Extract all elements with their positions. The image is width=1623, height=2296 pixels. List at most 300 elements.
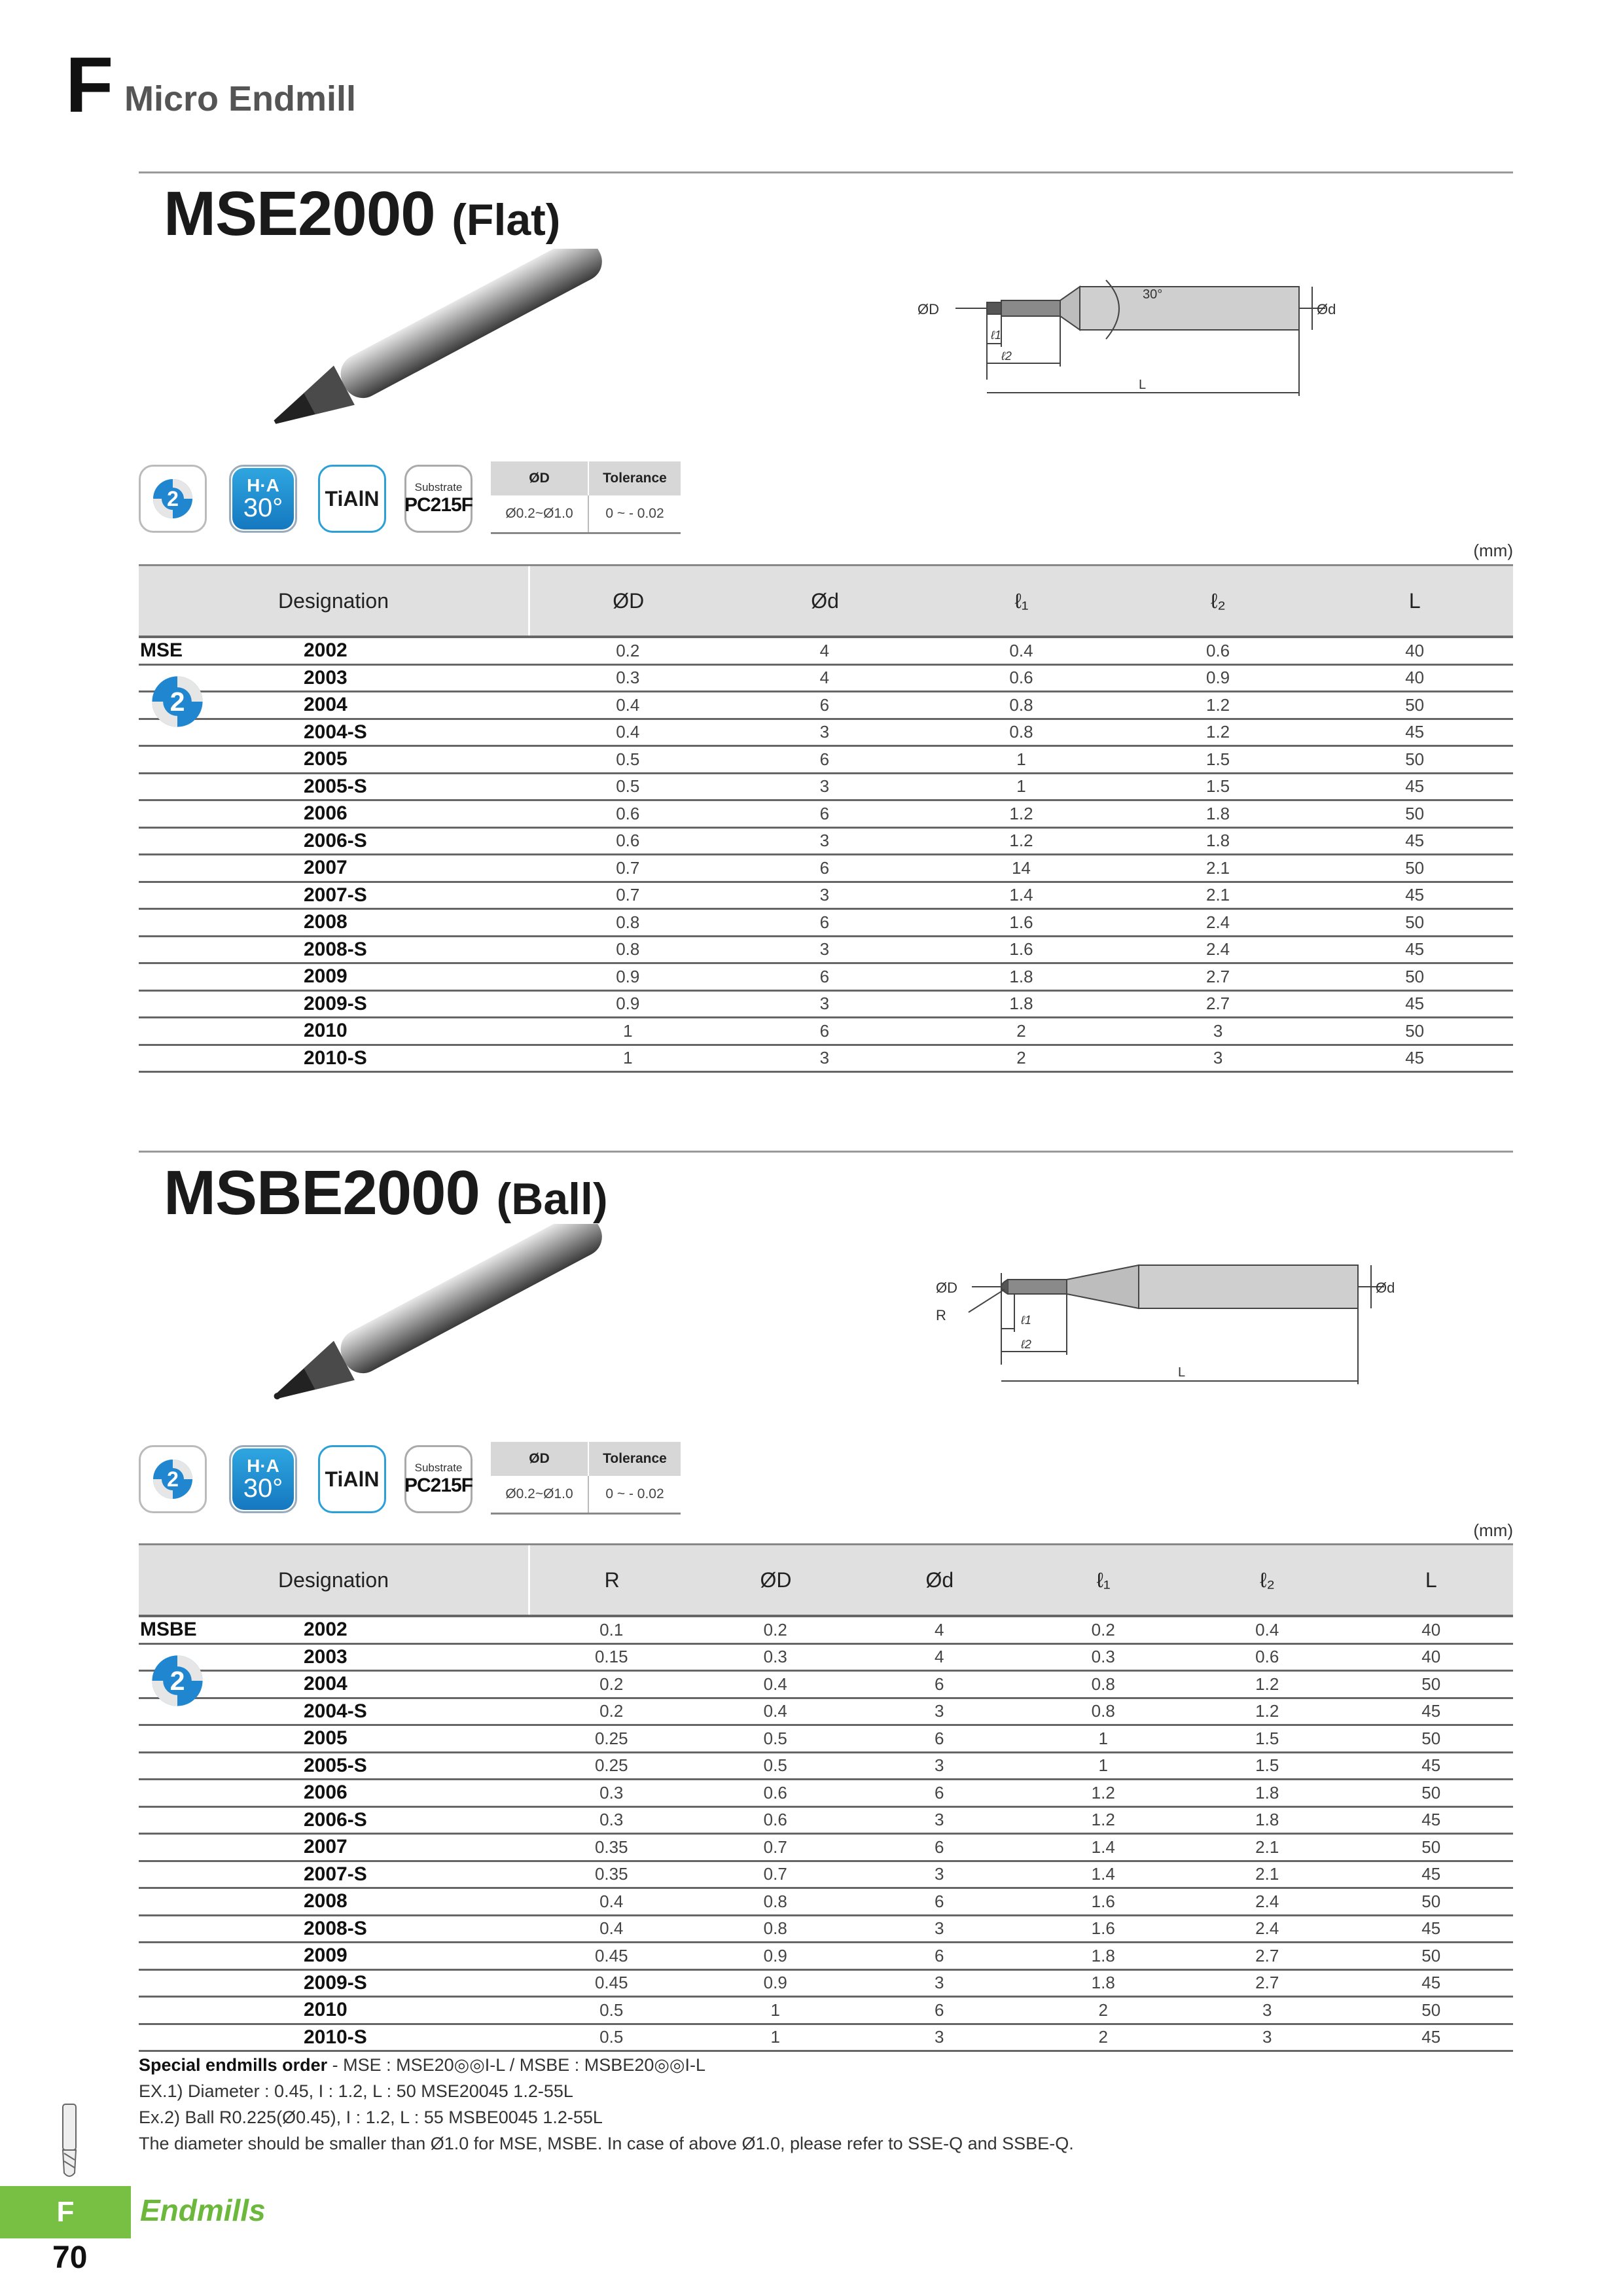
designation-code: 2006 xyxy=(304,1782,348,1804)
table-cell: 3 xyxy=(935,1810,944,1830)
table-cell: 1.4 xyxy=(1091,1864,1115,1884)
table-header xyxy=(139,1543,1513,1617)
spec-header: ØD xyxy=(491,1442,588,1476)
table-cell: 3 xyxy=(1262,2027,1272,2047)
product-name: MSE2000 xyxy=(164,179,435,249)
series-code xyxy=(139,910,291,935)
table-cell: 0.4 xyxy=(616,722,640,742)
table-cell: 3 xyxy=(935,1918,944,1939)
series-code xyxy=(139,2025,291,2051)
series-code xyxy=(139,1046,291,1071)
table-cell: 2.1 xyxy=(1206,885,1230,905)
table-cell: 50 xyxy=(1421,1945,1441,1965)
unit-label: (mm) xyxy=(1473,541,1513,560)
product-name: MSBE2000 xyxy=(164,1158,480,1228)
designation-code: 2009-S xyxy=(304,1971,367,1994)
designation-code: 2003 xyxy=(304,666,348,689)
table-cell: 2 xyxy=(1098,2000,1108,2020)
table-cell: 0.3 xyxy=(763,1647,787,1667)
designation-code: 2009 xyxy=(304,1945,348,1967)
table-cell: 0.1 xyxy=(599,1619,624,1640)
table-cell: 1.2 xyxy=(1091,1810,1115,1830)
table-cell: 0.7 xyxy=(763,1864,787,1884)
table-cell: 0.6 xyxy=(763,1782,787,1803)
table-cell: 1.5 xyxy=(1255,1755,1279,1776)
drawing-l1-label: ℓ1 xyxy=(991,329,1001,342)
series-code: MSE xyxy=(140,639,183,662)
series-code xyxy=(139,855,291,881)
designation-code: 2005-S xyxy=(304,1754,367,1776)
table-cell: 1.8 xyxy=(1091,1973,1115,1993)
table-cell: 40 xyxy=(1405,640,1425,660)
table-cell: 2.1 xyxy=(1255,1837,1279,1857)
table-cell: 0.35 xyxy=(594,1864,628,1884)
table-row xyxy=(139,692,1513,720)
table-cell: 0.35 xyxy=(594,1837,628,1857)
table-cell: 0.6 xyxy=(1009,668,1033,688)
notes-lead: Special endmills order xyxy=(139,2055,328,2075)
table-cell: 45 xyxy=(1421,1701,1441,1721)
flute-badge xyxy=(139,465,207,533)
table-cell: 0.6 xyxy=(616,803,640,823)
svg-text:2: 2 xyxy=(169,1666,185,1696)
table-cell: 1.8 xyxy=(1206,831,1230,851)
table-body xyxy=(139,1617,1513,2052)
table-cell: 1 xyxy=(1098,1755,1108,1776)
column-header: ØD xyxy=(613,588,645,613)
table-cell: 0.15 xyxy=(594,1647,628,1667)
tolerance-table xyxy=(491,461,681,534)
table-cell: 2.7 xyxy=(1255,1973,1279,1993)
divider xyxy=(139,1151,1513,1153)
column-header: R xyxy=(604,1568,620,1592)
table-cell: 50 xyxy=(1405,803,1425,823)
table-cell: 0.6 xyxy=(1255,1647,1279,1667)
table-cell: 3 xyxy=(819,994,830,1014)
table-cell: 0.3 xyxy=(616,668,640,688)
table-cell: 1.8 xyxy=(1009,966,1033,986)
series-code xyxy=(139,1889,291,1914)
table-row xyxy=(139,1672,1513,1699)
table-cell: 2.7 xyxy=(1206,994,1230,1014)
table-row xyxy=(139,720,1513,747)
substrate-badge xyxy=(404,465,473,533)
drawing-angle-label: 30° xyxy=(1143,287,1163,302)
table-cell: 1.2 xyxy=(1206,722,1230,742)
series-code xyxy=(139,1018,291,1044)
dimension-drawing-flat xyxy=(910,262,1407,412)
table-cell: 6 xyxy=(935,1945,944,1965)
table-cell: 1.2 xyxy=(1009,831,1033,851)
table-row xyxy=(139,1998,1513,2025)
table-cell: 3 xyxy=(819,885,830,905)
table-cell: 6 xyxy=(819,803,830,823)
table-cell: 2.1 xyxy=(1255,1864,1279,1884)
table-cell: 2.1 xyxy=(1206,857,1230,878)
helix-angle: 30° xyxy=(243,493,283,522)
drawing-length-label: L xyxy=(1178,1365,1186,1380)
table-row xyxy=(139,855,1513,883)
series-code xyxy=(139,1862,291,1888)
table-cell: 50 xyxy=(1421,1782,1441,1803)
drawing-l1-label: ℓ1 xyxy=(1021,1314,1031,1327)
designation-code: 2008 xyxy=(304,1890,348,1912)
drawing-l2-label: ℓ2 xyxy=(1001,350,1012,363)
designation-code: 2010-S xyxy=(304,2026,367,2048)
drawing-length-label: L xyxy=(1139,378,1147,392)
designation-code: 2005-S xyxy=(304,775,367,797)
table-cell: 4 xyxy=(819,668,830,688)
table-cell: 2 xyxy=(1016,1020,1026,1041)
series-code xyxy=(139,883,291,908)
column-header: Ød xyxy=(811,588,839,613)
table-cell: 0.8 xyxy=(1091,1701,1115,1721)
table-row xyxy=(139,1835,1513,1862)
table-row xyxy=(139,964,1513,992)
column-header: ℓ₂ xyxy=(1260,1568,1275,1592)
table-cell: 1.4 xyxy=(1091,1837,1115,1857)
table-row xyxy=(139,1018,1513,1046)
designation-code: 2010 xyxy=(304,1020,348,1042)
table-cell: 50 xyxy=(1421,1674,1441,1694)
svg-text:2: 2 xyxy=(167,1467,179,1491)
helix-angle: 30° xyxy=(243,1474,283,1503)
table-cell: 2.7 xyxy=(1206,966,1230,986)
column-header: L xyxy=(1425,1568,1437,1592)
table-cell: 3 xyxy=(819,939,830,960)
table-cell: 0.9 xyxy=(616,966,640,986)
table-cell: 1.6 xyxy=(1091,1918,1115,1939)
series-code xyxy=(139,774,291,800)
table-cell: 0.2 xyxy=(599,1701,624,1721)
table-cell: 0.4 xyxy=(616,694,640,715)
designation-code: 2007-S xyxy=(304,1863,367,1885)
table-cell: 0.45 xyxy=(594,1973,628,1993)
table-cell: 0.8 xyxy=(616,939,640,960)
table-cell: 3 xyxy=(1262,2000,1272,2020)
table-row xyxy=(139,1971,1513,1998)
table-row xyxy=(139,2025,1513,2053)
table-cell: 0.2 xyxy=(1091,1619,1115,1640)
table-cell: 0.3 xyxy=(599,1782,624,1803)
table-cell: 1.2 xyxy=(1255,1674,1279,1694)
table-row xyxy=(139,1699,1513,1727)
table-cell: 6 xyxy=(935,1837,944,1857)
table-cell: 45 xyxy=(1421,1918,1441,1939)
table-cell: 50 xyxy=(1421,1837,1441,1857)
substrate-grade: PC215F xyxy=(404,1475,473,1496)
table-cell: 6 xyxy=(935,1674,944,1694)
table-row xyxy=(139,666,1513,693)
notes-heading xyxy=(139,2052,1074,2078)
section-title: Micro Endmill xyxy=(124,79,357,118)
table-cell: 6 xyxy=(819,694,830,715)
table-cell: 0.7 xyxy=(763,1837,787,1857)
series-code xyxy=(139,829,291,854)
designation-code: 2008-S xyxy=(304,1917,367,1939)
table-cell: 6 xyxy=(935,1782,944,1803)
designation-code: 2005 xyxy=(304,748,348,770)
spec-header: Tolerance xyxy=(588,461,681,495)
flute-count-icon xyxy=(148,672,207,731)
helix-angle-badge xyxy=(229,465,297,533)
designation-table-mse xyxy=(139,564,1513,1073)
table-cell: 0.2 xyxy=(599,1674,624,1694)
column-header: ℓ₁ xyxy=(1096,1568,1111,1592)
table-cell: 0.8 xyxy=(763,1891,787,1911)
designation-code: 2008 xyxy=(304,911,348,933)
table-cell: 1.5 xyxy=(1255,1728,1279,1748)
designation-code: 2005 xyxy=(304,1727,348,1749)
table-cell: 1 xyxy=(770,2000,780,2020)
series-code xyxy=(139,1916,291,1942)
table-cell: 6 xyxy=(819,857,830,878)
table-row xyxy=(139,1780,1513,1808)
table-cell: 45 xyxy=(1405,939,1425,960)
series-code xyxy=(139,1780,291,1806)
table-cell: 0.45 xyxy=(594,1945,628,1965)
svg-text:2: 2 xyxy=(169,687,185,717)
table-cell: 0.8 xyxy=(1091,1674,1115,1694)
page-number: 70 xyxy=(52,2240,88,2275)
table-cell: 2.4 xyxy=(1255,1918,1279,1939)
table-cell: 0.4 xyxy=(1009,640,1033,660)
table-cell: 0.3 xyxy=(599,1810,624,1830)
table-cell: 45 xyxy=(1421,1755,1441,1776)
series-code xyxy=(139,1998,291,2023)
table-cell: 45 xyxy=(1421,1973,1441,1993)
table-cell: 0.9 xyxy=(763,1973,787,1993)
tool-photo-flat xyxy=(262,249,641,445)
table-row xyxy=(139,1753,1513,1781)
drawing-dia-label: ØD xyxy=(936,1280,957,1296)
table-cell: 0.4 xyxy=(1255,1619,1279,1640)
designation-code: 2004 xyxy=(304,694,348,716)
designation-code: 2004-S xyxy=(304,1700,367,1722)
spec-value: 0 ~ - 0.02 xyxy=(588,495,681,533)
table-cell: 0.6 xyxy=(1206,640,1230,660)
designation-code: 2007-S xyxy=(304,884,367,906)
table-cell: 0.2 xyxy=(763,1619,787,1640)
table-cell: 1.6 xyxy=(1091,1891,1115,1911)
spec-header: ØD xyxy=(491,461,588,495)
table-cell: 3 xyxy=(819,1048,830,1068)
table-row xyxy=(139,1645,1513,1672)
drawing-shank-label: Ød xyxy=(1376,1280,1395,1296)
table-header xyxy=(139,564,1513,638)
designation-code: 2004 xyxy=(304,1673,348,1695)
table-row xyxy=(139,1726,1513,1753)
table-row xyxy=(139,1943,1513,1971)
table-cell: 4 xyxy=(935,1647,944,1667)
table-cell: 40 xyxy=(1421,1619,1441,1640)
table-row xyxy=(139,1916,1513,1944)
table-cell: 50 xyxy=(1405,1020,1425,1041)
series-code xyxy=(139,747,291,772)
table-cell: 1.8 xyxy=(1091,1945,1115,1965)
table-cell: 1.2 xyxy=(1009,803,1033,823)
table-cell: 3 xyxy=(935,1973,944,1993)
table-cell: 6 xyxy=(935,1891,944,1911)
table-cell: 0.6 xyxy=(616,831,640,851)
table-cell: 1.5 xyxy=(1206,749,1230,769)
table-cell: 0.5 xyxy=(616,776,640,797)
table-cell: 3 xyxy=(935,1701,944,1721)
table-cell: 0.8 xyxy=(616,912,640,932)
table-cell: 2.4 xyxy=(1255,1891,1279,1911)
table-cell: 2.4 xyxy=(1206,939,1230,960)
table-cell: 3 xyxy=(935,2027,944,2047)
table-cell: 45 xyxy=(1405,994,1425,1014)
table-cell: 3 xyxy=(935,1755,944,1776)
table-cell: 45 xyxy=(1421,1810,1441,1830)
table-row xyxy=(139,937,1513,965)
table-cell: 6 xyxy=(819,1020,830,1041)
table-body xyxy=(139,638,1513,1073)
table-cell: 0.5 xyxy=(599,2000,624,2020)
notes-line: EX.1) Diameter : 0.45, I : 1.2, L : 50 MSE20045 1.2-55L xyxy=(139,2081,573,2101)
column-header: ℓ₁ xyxy=(1014,588,1029,613)
designation-code: 2008-S xyxy=(304,938,367,960)
drawing-dia-label: ØD xyxy=(918,301,939,317)
product-type: (Ball) xyxy=(496,1174,608,1224)
flute-badge xyxy=(139,1445,207,1513)
table-cell: 0.8 xyxy=(1009,694,1033,715)
divider xyxy=(139,171,1513,173)
table-cell: 1 xyxy=(1098,1728,1108,1748)
table-cell: 1.4 xyxy=(1009,885,1033,905)
table-cell: 1 xyxy=(623,1048,633,1068)
designation-code: 2007 xyxy=(304,857,348,879)
table-cell: 1 xyxy=(1016,749,1026,769)
tool-photo-ball xyxy=(262,1224,641,1420)
series-code xyxy=(139,937,291,963)
substrate-label: Substrate xyxy=(414,481,463,493)
table-cell: 1.8 xyxy=(1206,803,1230,823)
table-cell: 50 xyxy=(1405,857,1425,878)
table-cell: 6 xyxy=(819,912,830,932)
table-row xyxy=(139,774,1513,802)
table-cell: 50 xyxy=(1405,694,1425,715)
table-cell: 0.2 xyxy=(616,640,640,660)
table-cell: 3 xyxy=(819,831,830,851)
helix-angle-badge xyxy=(229,1445,297,1513)
table-cell: 3 xyxy=(819,722,830,742)
table-cell: 6 xyxy=(935,1728,944,1748)
table-cell: 45 xyxy=(1421,1864,1441,1884)
table-cell: 45 xyxy=(1405,722,1425,742)
table-cell: 0.5 xyxy=(763,1755,787,1776)
table-cell: 14 xyxy=(1012,857,1031,878)
table-cell: 2.7 xyxy=(1255,1945,1279,1965)
notes-lead-rest: - MSE : MSE20◎◎I-L / MSBE : MSBE20◎◎I-L xyxy=(327,2055,705,2075)
product-title xyxy=(164,178,560,250)
table-cell: 45 xyxy=(1405,831,1425,851)
table-row xyxy=(139,883,1513,910)
svg-text:2: 2 xyxy=(167,487,179,511)
table-cell: 0.8 xyxy=(763,1918,787,1939)
table-cell: 0.25 xyxy=(594,1755,628,1776)
column-header: ØD xyxy=(760,1568,792,1592)
helix-label: H·A xyxy=(247,1456,279,1476)
drawing-shank-label: Ød xyxy=(1317,301,1336,317)
table-cell: 1.2 xyxy=(1206,694,1230,715)
designation-code: 2006-S xyxy=(304,829,367,852)
designation-code: 2009 xyxy=(304,965,348,988)
table-cell: 45 xyxy=(1421,2027,1441,2047)
table-cell: 1.8 xyxy=(1009,994,1033,1014)
notes-line: Ex.2) Ball R0.225(Ø0.45), I : 1.2, L : 55 MSBE0045 1.2-55L xyxy=(139,2108,603,2127)
order-notes xyxy=(139,2052,1074,2157)
tolerance-table xyxy=(491,1442,681,1515)
table-row xyxy=(139,1862,1513,1890)
flute-count-icon xyxy=(150,1456,196,1502)
table-cell: 40 xyxy=(1405,668,1425,688)
table-cell: 0.25 xyxy=(594,1728,628,1748)
table-cell: 6 xyxy=(935,2000,944,2020)
table-cell: 0.6 xyxy=(763,1810,787,1830)
designation-code: 2006 xyxy=(304,802,348,825)
table-row xyxy=(139,992,1513,1019)
table-cell: 0.5 xyxy=(616,749,640,769)
series-code xyxy=(139,992,291,1017)
substrate-badge xyxy=(404,1445,473,1513)
table-cell: 1.8 xyxy=(1255,1782,1279,1803)
spec-header: Tolerance xyxy=(588,1442,681,1476)
table-cell: 0.9 xyxy=(763,1945,787,1965)
helix-label: H·A xyxy=(247,475,279,495)
table-row xyxy=(139,1808,1513,1835)
table-row xyxy=(139,910,1513,937)
column-header: Ød xyxy=(925,1568,954,1592)
table-cell: 50 xyxy=(1405,912,1425,932)
table-cell: 2.4 xyxy=(1206,912,1230,932)
substrate-grade: PC215F xyxy=(404,494,473,516)
column-header: ℓ₂ xyxy=(1211,588,1226,613)
spec-value: 0 ~ - 0.02 xyxy=(588,1476,681,1514)
table-cell: 3 xyxy=(935,1864,944,1884)
drawing-radius-label: R xyxy=(936,1307,946,1323)
table-cell: 0.4 xyxy=(763,1701,787,1721)
table-cell: 0.9 xyxy=(1206,668,1230,688)
table-cell: 6 xyxy=(819,966,830,986)
designation-table-msbe xyxy=(139,1543,1513,2052)
table-cell: 0.4 xyxy=(599,1918,624,1939)
designation-code: 2010-S xyxy=(304,1047,367,1069)
coating-badge: TiAlN xyxy=(318,465,386,533)
header-designation: Designation xyxy=(139,1545,530,1615)
series-code xyxy=(139,1726,291,1751)
table-cell: 40 xyxy=(1421,1647,1441,1667)
table-cell: 2 xyxy=(1016,1048,1026,1068)
table-cell: 0.7 xyxy=(616,857,640,878)
series-code xyxy=(139,1943,291,1969)
table-cell: 0.5 xyxy=(599,2027,624,2047)
product-type: (Flat) xyxy=(452,195,561,245)
table-cell: 0.4 xyxy=(599,1891,624,1911)
drawing-l2-label: ℓ2 xyxy=(1021,1338,1031,1351)
table-cell: 0.4 xyxy=(763,1674,787,1694)
series-code xyxy=(139,1753,291,1779)
category-label: Endmills xyxy=(140,2193,266,2227)
designation-code: 2006-S xyxy=(304,1808,367,1831)
designation-code: 2009-S xyxy=(304,992,367,1014)
table-cell: 3 xyxy=(1213,1048,1223,1068)
section-tab: F xyxy=(0,2186,131,2238)
table-cell: 4 xyxy=(935,1619,944,1640)
table-cell: 50 xyxy=(1421,1728,1441,1748)
header-designation: Designation xyxy=(139,566,530,636)
